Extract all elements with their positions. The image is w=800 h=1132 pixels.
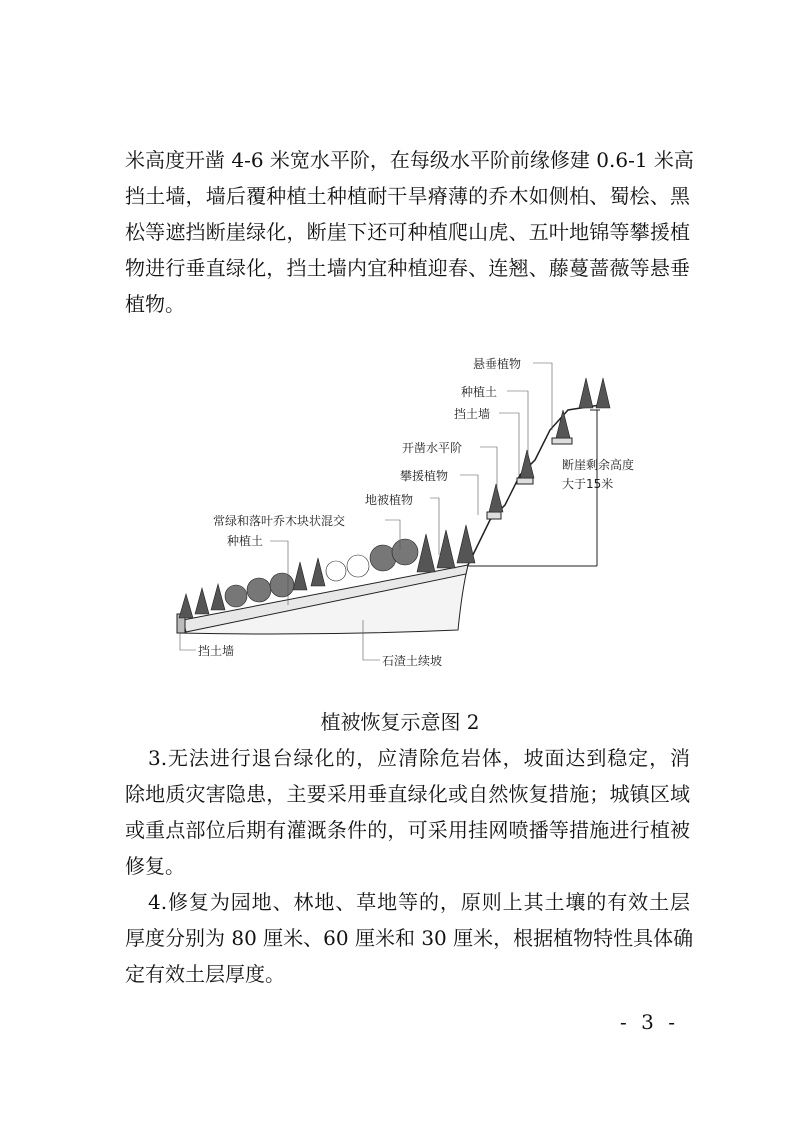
label-ground-cover: 地被植物: [365, 493, 414, 507]
text-line: 4.修复为园地、林地、草地等的，原则上其土壤的有效土层: [148, 890, 690, 914]
text-line: 3.无法进行退台绿化的，应清除危岩体，坡面达到稳定，消: [148, 746, 690, 770]
label-climbing-plants: 攀援植物: [400, 469, 449, 483]
label-rubble-slope: 石渣土续坡: [382, 654, 443, 668]
text-line: 或重点部位后期有灌溉条件的，可采用挂网喷播等措施进行植被: [125, 818, 690, 842]
label-retaining-wall-upper: 挡土墙: [454, 407, 491, 421]
label-mixed-trees: 常绿和落叶乔木块状混交: [213, 514, 346, 528]
label-planting-soil-upper: 种植土: [461, 385, 498, 399]
text-line: 除地质灾害隐患，主要采用垂直绿化或自然恢复措施；城镇区域: [125, 782, 690, 806]
text-line: 松等遮挡断崖绿化，断崖下还可种植爬山虎、五叶地锦等攀援植: [125, 220, 690, 244]
label-planting-soil-lower: 种植土: [227, 534, 264, 548]
label-retaining-wall-lower: 挡土墙: [198, 644, 235, 658]
label-hanging-plants: 悬垂植物: [473, 357, 522, 371]
text-line: 米高度开凿 4-6 米宽水平阶，在每级水平阶前缘修建 0.6-1 米高: [125, 148, 694, 172]
text-line: 厚度分别为 80 厘米、60 厘米和 30 厘米，根据植物特性具体确: [125, 926, 694, 950]
label-cliff-height: 断崖剩余高度: [562, 458, 635, 472]
text-line: 修复。: [125, 854, 185, 878]
text-line: 挡土墙，墙后覆种植土种植耐干旱瘠薄的乔木如侧柏、蜀桧、黑: [125, 184, 690, 208]
page-number: - 3 -: [620, 1010, 679, 1034]
figure-caption: 植被恢复示意图 2: [320, 710, 480, 734]
text-line: 定有效土层厚度。: [125, 962, 285, 986]
text-line: 物进行垂直绿化，挡土墙内宜种植迎春、连翘、藤蔓蔷薇等悬垂: [125, 256, 690, 280]
label-terrace: 开凿水平阶: [402, 441, 463, 455]
label-cliff-height-value: 大于15米: [562, 477, 614, 491]
text-line: 植物。: [125, 292, 185, 316]
